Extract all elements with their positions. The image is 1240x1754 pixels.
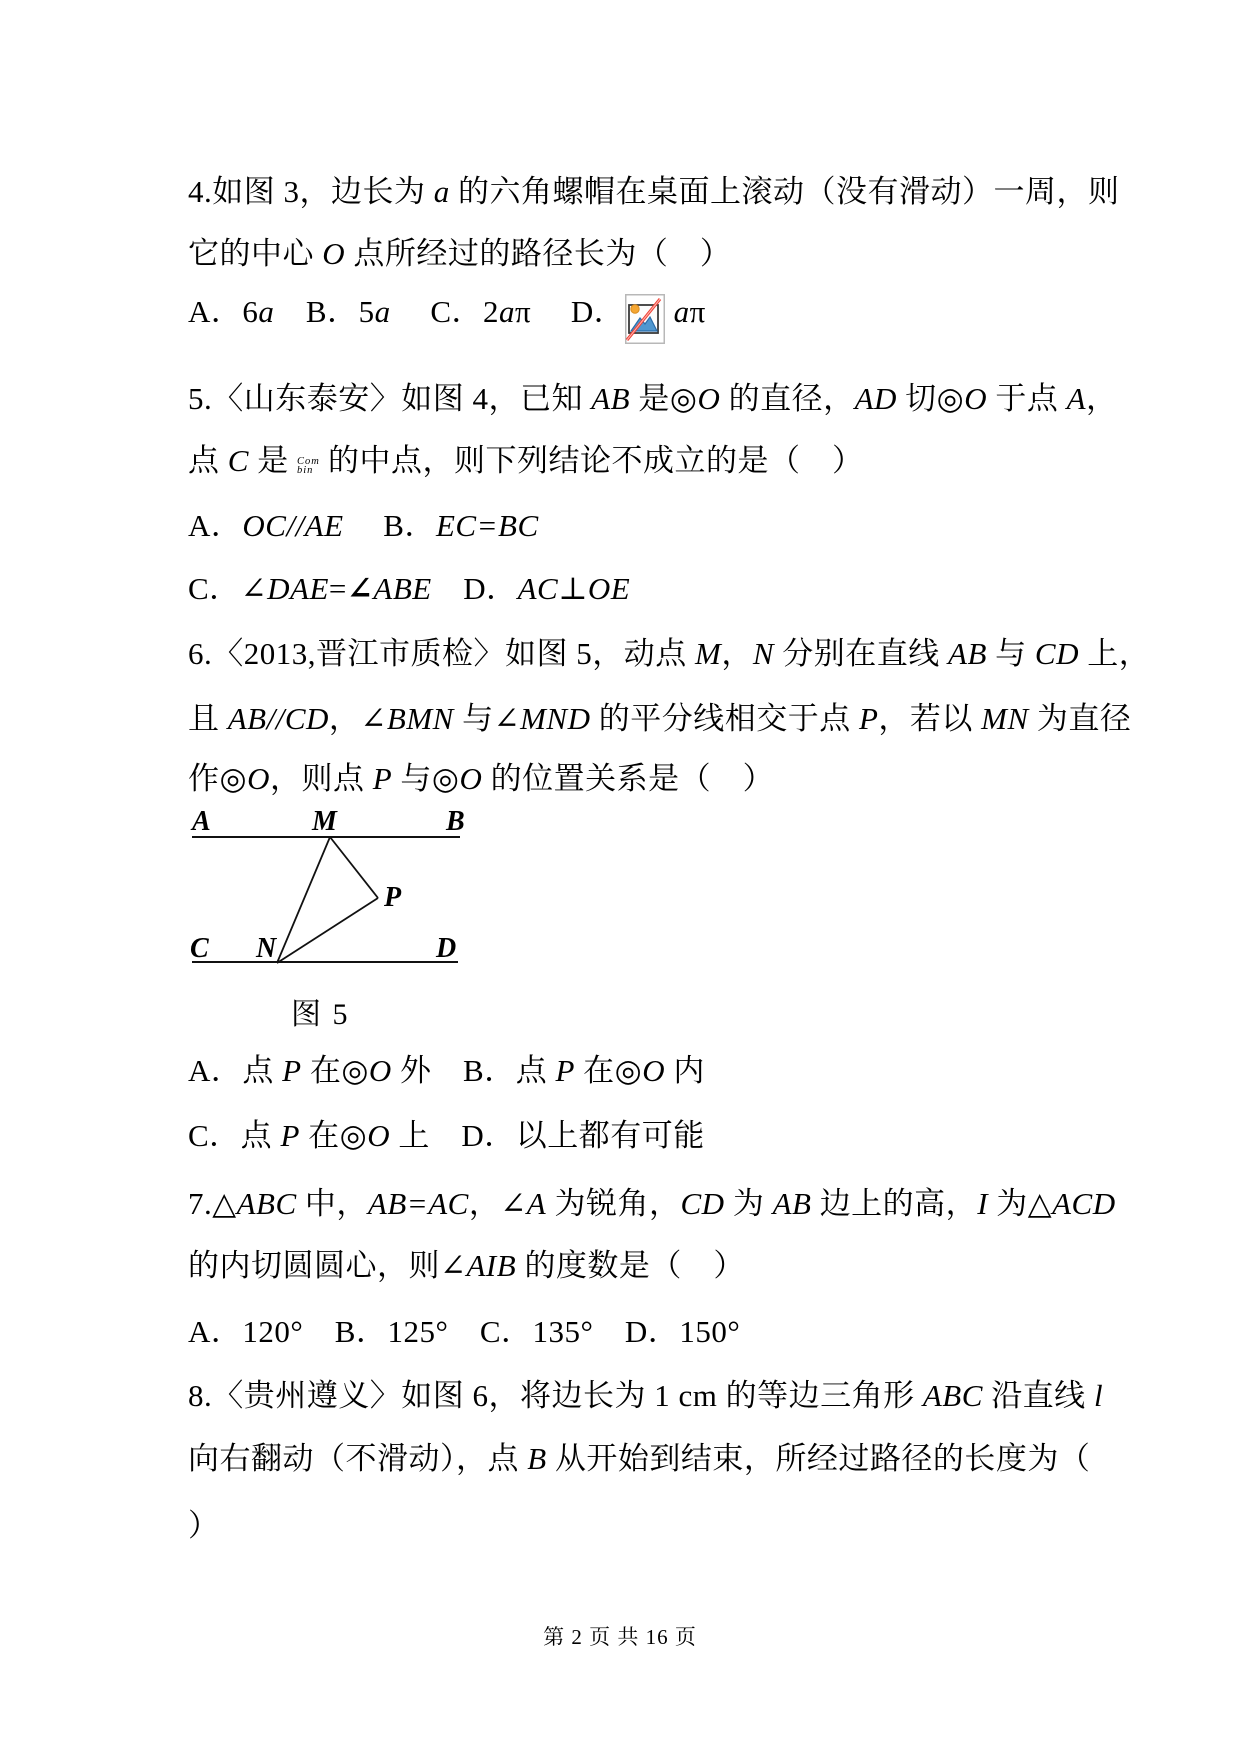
label-m: M xyxy=(312,806,337,837)
text-run: 与 xyxy=(986,636,1035,671)
text-run: O xyxy=(322,236,346,271)
text-run: O xyxy=(247,761,270,796)
text-run: A． xyxy=(188,508,243,543)
q8-line2 xyxy=(188,1439,1090,1479)
text-run: 点 xyxy=(188,443,228,478)
text-run: π xyxy=(689,294,706,329)
q6-line2 xyxy=(188,699,1131,739)
broken-image-icon xyxy=(625,294,665,344)
text-run: 7.△ xyxy=(188,1186,237,1221)
text-run: 的直径， xyxy=(720,381,855,416)
text-run: P xyxy=(280,1118,300,1153)
text-run: 中， xyxy=(296,1186,368,1221)
text-run: B．5 xyxy=(274,294,375,329)
q6-line1 xyxy=(188,634,1150,674)
label-n: N xyxy=(256,933,277,964)
text-run: 分别在直线 xyxy=(774,636,949,671)
text-run: O xyxy=(459,761,483,796)
text-run: 从开始到结束，所经过路径的长度为（ xyxy=(546,1441,1091,1476)
text-run: a xyxy=(433,174,450,209)
text-run: BMN xyxy=(386,701,454,736)
text-run: OE xyxy=(587,571,631,606)
text-run: O xyxy=(367,1118,391,1153)
text-run: M xyxy=(695,636,722,671)
text-run: AD xyxy=(854,381,897,416)
text-run: O xyxy=(368,1053,392,1088)
text-run xyxy=(665,294,673,329)
q6-options-ab xyxy=(188,1051,705,1091)
text-run: DAE xyxy=(267,571,329,606)
text-run: 切◎ xyxy=(896,381,965,416)
segment-mn xyxy=(277,837,330,963)
text-run: 沿直线 xyxy=(982,1378,1094,1413)
text-run: N xyxy=(752,636,775,671)
text-run: C．点 xyxy=(188,1118,281,1153)
text-run: a xyxy=(374,294,391,329)
text-run: C xyxy=(227,443,249,478)
text-run: CD xyxy=(680,1186,725,1221)
text-run: A xyxy=(526,1186,547,1221)
q5-options-ab xyxy=(188,506,539,546)
text-run: 的度数是（ ） xyxy=(516,1248,745,1283)
text-run: 点所经过的路径长为（ ） xyxy=(345,236,732,271)
text-run: OC//AE xyxy=(242,508,344,543)
q8-line3 xyxy=(188,1506,220,1546)
text-run: P xyxy=(858,701,879,736)
text-run: a xyxy=(673,294,690,329)
q7-line2 xyxy=(188,1246,745,1286)
q4-line2 xyxy=(188,234,731,274)
text-run: 6.〈2013,晋江市质检〉如图 5，动点 xyxy=(188,636,695,671)
q8-line1 xyxy=(188,1376,1103,1416)
text-run: ACD xyxy=(1052,1186,1116,1221)
page-number-footer: 第 2 页 共 16 页 xyxy=(543,1625,697,1649)
q6-line3 xyxy=(188,759,774,799)
text-run: 为△ xyxy=(988,1186,1053,1221)
text-run: P xyxy=(282,1053,302,1088)
text-run: AB=AC xyxy=(367,1186,469,1221)
text-run: AB xyxy=(772,1186,812,1221)
text-run: 在◎ xyxy=(574,1053,643,1088)
text-run: P xyxy=(372,761,393,796)
text-run: AB xyxy=(948,636,987,671)
text-run: ，若以 xyxy=(878,701,982,736)
text-run: 5.〈山东泰安〉如图 4，已知 xyxy=(188,381,592,416)
text-run: a xyxy=(499,294,516,329)
text-run: 与◎ xyxy=(392,761,460,796)
text-run: 与∠ xyxy=(453,701,521,736)
text-run: 是 xyxy=(248,443,297,478)
text-run: 上 D．以上都有可能 xyxy=(390,1118,705,1153)
text-run: 外 B．点 xyxy=(391,1053,556,1088)
text-run: ABC xyxy=(236,1186,297,1221)
q7-line1 xyxy=(188,1184,1116,1224)
text-run: 的内切圆圆心，则∠ xyxy=(188,1248,467,1283)
text-run: EC=BC xyxy=(436,508,539,543)
text-run: ∠ xyxy=(346,571,374,606)
text-run: D． xyxy=(431,571,518,606)
text-run: A．点 xyxy=(188,1053,283,1088)
label-c: C xyxy=(190,933,209,964)
text-run: CD xyxy=(1034,636,1079,671)
q6-options-cd xyxy=(188,1116,705,1156)
segment-np xyxy=(277,898,378,963)
q5-options-cd xyxy=(188,569,630,609)
q4-line1 xyxy=(188,172,1120,212)
text-run: O xyxy=(964,381,988,416)
text-run: 且 xyxy=(188,701,228,736)
text-run: 的平分线相交于点 xyxy=(590,701,859,736)
segment-mp xyxy=(330,837,378,898)
text-run: 在◎ xyxy=(299,1118,368,1153)
text-run: ⊥ xyxy=(558,571,588,606)
text-run: AC xyxy=(517,571,559,606)
text-run: ABE xyxy=(373,571,432,606)
text-run: 的六角螺帽在桌面上滚动（没有滑动）一周，则 xyxy=(449,174,1120,209)
text-run: P xyxy=(555,1053,575,1088)
text-run: AB//CD xyxy=(227,701,329,736)
label-p: P xyxy=(384,882,402,913)
text-run: 向右翻动（不滑动），点 xyxy=(188,1441,528,1476)
text-run: ） xyxy=(188,1508,220,1543)
text-run: 上， xyxy=(1078,636,1151,671)
figure-5-caption: 图 5 xyxy=(291,998,350,1031)
text-run: O xyxy=(697,381,721,416)
text-run: 作◎ xyxy=(188,761,248,796)
q4-options xyxy=(188,292,706,344)
text-run: = xyxy=(328,571,347,606)
text-run: 边上的高， xyxy=(811,1186,978,1221)
text-run: 的位置关系是（ ） xyxy=(482,761,775,796)
text-run: ，∠ xyxy=(468,1186,527,1221)
text-run: A．120° B．125° C．135° D．150° xyxy=(188,1314,741,1349)
text-run: 为锐角， xyxy=(546,1186,681,1221)
text-run: I xyxy=(977,1186,989,1221)
text-run: MND xyxy=(520,701,591,736)
text-run: A．6 xyxy=(188,294,259,329)
text-run: AIB xyxy=(466,1248,517,1283)
text-run: a xyxy=(258,294,275,329)
text-run: l xyxy=(1093,1378,1104,1413)
text-run: B． xyxy=(343,508,436,543)
figure-5 xyxy=(180,795,480,980)
q5-line2 xyxy=(188,441,864,481)
text-run: ，∠ xyxy=(328,701,387,736)
text-run: 在◎ xyxy=(301,1053,369,1088)
text-run: B xyxy=(527,1441,547,1476)
text-run: 的中点，则下列结论不成立的是（ ） xyxy=(319,443,864,478)
text-run: 是◎ xyxy=(630,381,698,416)
q7-options xyxy=(188,1312,740,1352)
text-run: 它的中心 xyxy=(188,236,323,271)
text-run: 4.如图 3，边长为 xyxy=(188,174,434,209)
text-run: 为直径 xyxy=(1028,701,1132,736)
text-run: AB xyxy=(591,381,631,416)
label-b: B xyxy=(446,806,465,837)
text-run: O xyxy=(642,1053,666,1088)
text-run: C．2 xyxy=(390,294,500,329)
text-run: 内 xyxy=(665,1053,705,1088)
text-run: π D． xyxy=(515,294,626,329)
text-run: C．∠ xyxy=(188,571,268,606)
figure-5-drawing xyxy=(180,795,480,980)
label-a: A xyxy=(192,806,211,837)
text-run: 于点 xyxy=(987,381,1067,416)
q5-line1 xyxy=(188,379,1118,419)
text-run: A xyxy=(1066,381,1087,416)
text-run: ，则点 xyxy=(269,761,373,796)
text-run: ， xyxy=(1086,381,1118,416)
text-run: MN xyxy=(981,701,1029,736)
label-d: D xyxy=(436,933,457,964)
text-run: ， xyxy=(721,636,753,671)
text-run: ABC xyxy=(922,1378,983,1413)
text-run: 8.〈贵州遵义〉如图 6，将边长为 1 cm 的等边三角形 xyxy=(188,1378,923,1413)
formula-placeholder: Com bin xyxy=(296,455,320,476)
text-run: 为 xyxy=(724,1186,773,1221)
